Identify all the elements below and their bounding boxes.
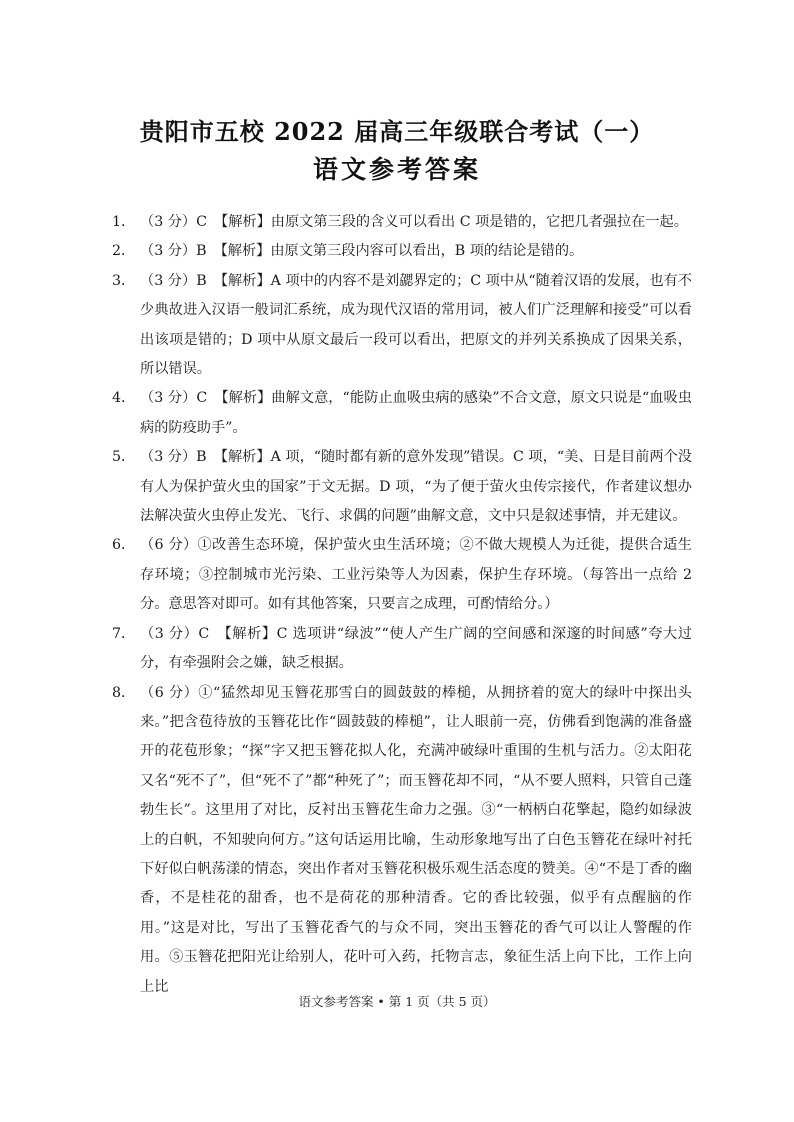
answer-item-2 (112, 237, 692, 266)
answer-number: 3． (112, 272, 136, 289)
answer-text: （3 分）B 【解析】由原文第三段内容可以看出，B 项的结论是错的。 (140, 243, 584, 260)
answer-text: （3 分）C 【解析】曲解文意，“能防止血吸虫病的感染”不合文意，原文只说是“血吸虫病的防疫助手”。 (140, 390, 692, 436)
answer-item-3 (112, 267, 692, 385)
page-footer: 语文参考答案 • 第 1 页（共 5 页） (298, 994, 496, 1009)
answer-number: 1． (112, 214, 136, 230)
answer-text: （3 分）C 【解析】C 选项讲“绿波”“使人产生广阔的空间感和深邃的时间感”夸大过分，有牵强附会之嫌，缺乏根据。 (140, 625, 692, 672)
answer-number: 7． (112, 625, 136, 642)
answer-number: 8． (112, 684, 136, 701)
answer-number: 4． (112, 390, 136, 407)
answer-text: （3 分）B 【解析】A 项，“随时都有新的意外发现”错误。C 项，“美、日是目前两个没有人为保护萤火虫的国家”于文无据。D 项，“为了便于萤火虫传宗接代，作者建议想办法解决萤火虫停止发光、飞行、求偶的问题”曲解文意，文中只是叙述事情，并无建议。 (140, 449, 692, 525)
answer-list (112, 208, 692, 1002)
answer-text: （6 分）①改善生态环境，保护萤火虫生活环境；②不做大规模人为迁徙，提供合适生存环境；③控制城市光污染、工业污染等人为因素，保护生存环境。（每答出一点给 2 分。意思答对即可。如有其他答案，只要言之成理，可酌情给分。） (140, 537, 692, 613)
answer-text: （3 分）B 【解析】A 项中的内容不是刘勰界定的；C 项中从“随着汉语的发展，也有不少典故进入汉语一般词汇系统，成为现代汉语的常用词，被人们广泛理解和接受”可以看出该项是错的；D 项中从原文最后一段可以看出，把原文的并列关系换成了因果关系，所以错误。 (140, 272, 692, 378)
answer-number: 5． (112, 449, 136, 466)
answer-item-7 (112, 620, 692, 679)
page-title: 贵阳市五校 2022 届高三年级联合考试（一） (139, 117, 655, 146)
answer-item-4 (112, 384, 692, 443)
answer-text: （3 分）C 【解析】由原文第三段的含义可以看出 C 项是错的，它把几者强拉在一起。 (140, 214, 688, 230)
answer-number: 6． (112, 537, 136, 554)
answer-text: （6 分）①“猛然却见玉簪花那雪白的圆鼓鼓的棒槌，从拥挤着的宽大的绿叶中探出头来。”把含苞待放的玉簪花比作“圆鼓鼓的棒槌”，让人眼前一亮，仿佛看到饱满的准备盛开的花苞形象；“探”字又把玉簪花拟人化，充满冲破绿叶重围的生机与活力。②太阳花又名“死不了”，但“死不了”都“种死了”；而玉簪花却不同，“从不要人照料，只管自己蓬勃生长”。这里用了对比，反衬出玉簪花生命力之强。③“一柄柄白花擎起，隐约如绿波上的白帆，不知驶向何方。”这句话运用比喻，生动形象地写出了白色玉簪花在绿叶衬托下好似白帆荡漾的情态，突出作者对玉簪花积极乐观生活态度的赞美。④“不是丁香的幽香，不是桂花的甜香，也不是荷花的那种清香。它的香比较强，似乎有点醒脑的作用。”这是对比，写出了玉簪花香气的与众不同，突出玉簪花的香气可以让人警醒的作用。⑤玉簪花把阳光让给别人，花叶可入药，托物言志，象征生活上向下比，工作上向上比 (140, 684, 692, 995)
answer-item-6 (112, 531, 692, 619)
answer-item-1 (112, 208, 692, 237)
answer-item-8 (112, 679, 692, 1002)
page-subtitle: 语文参考答案 (312, 155, 481, 184)
answer-item-5 (112, 443, 692, 531)
answer-number: 2． (112, 243, 136, 260)
